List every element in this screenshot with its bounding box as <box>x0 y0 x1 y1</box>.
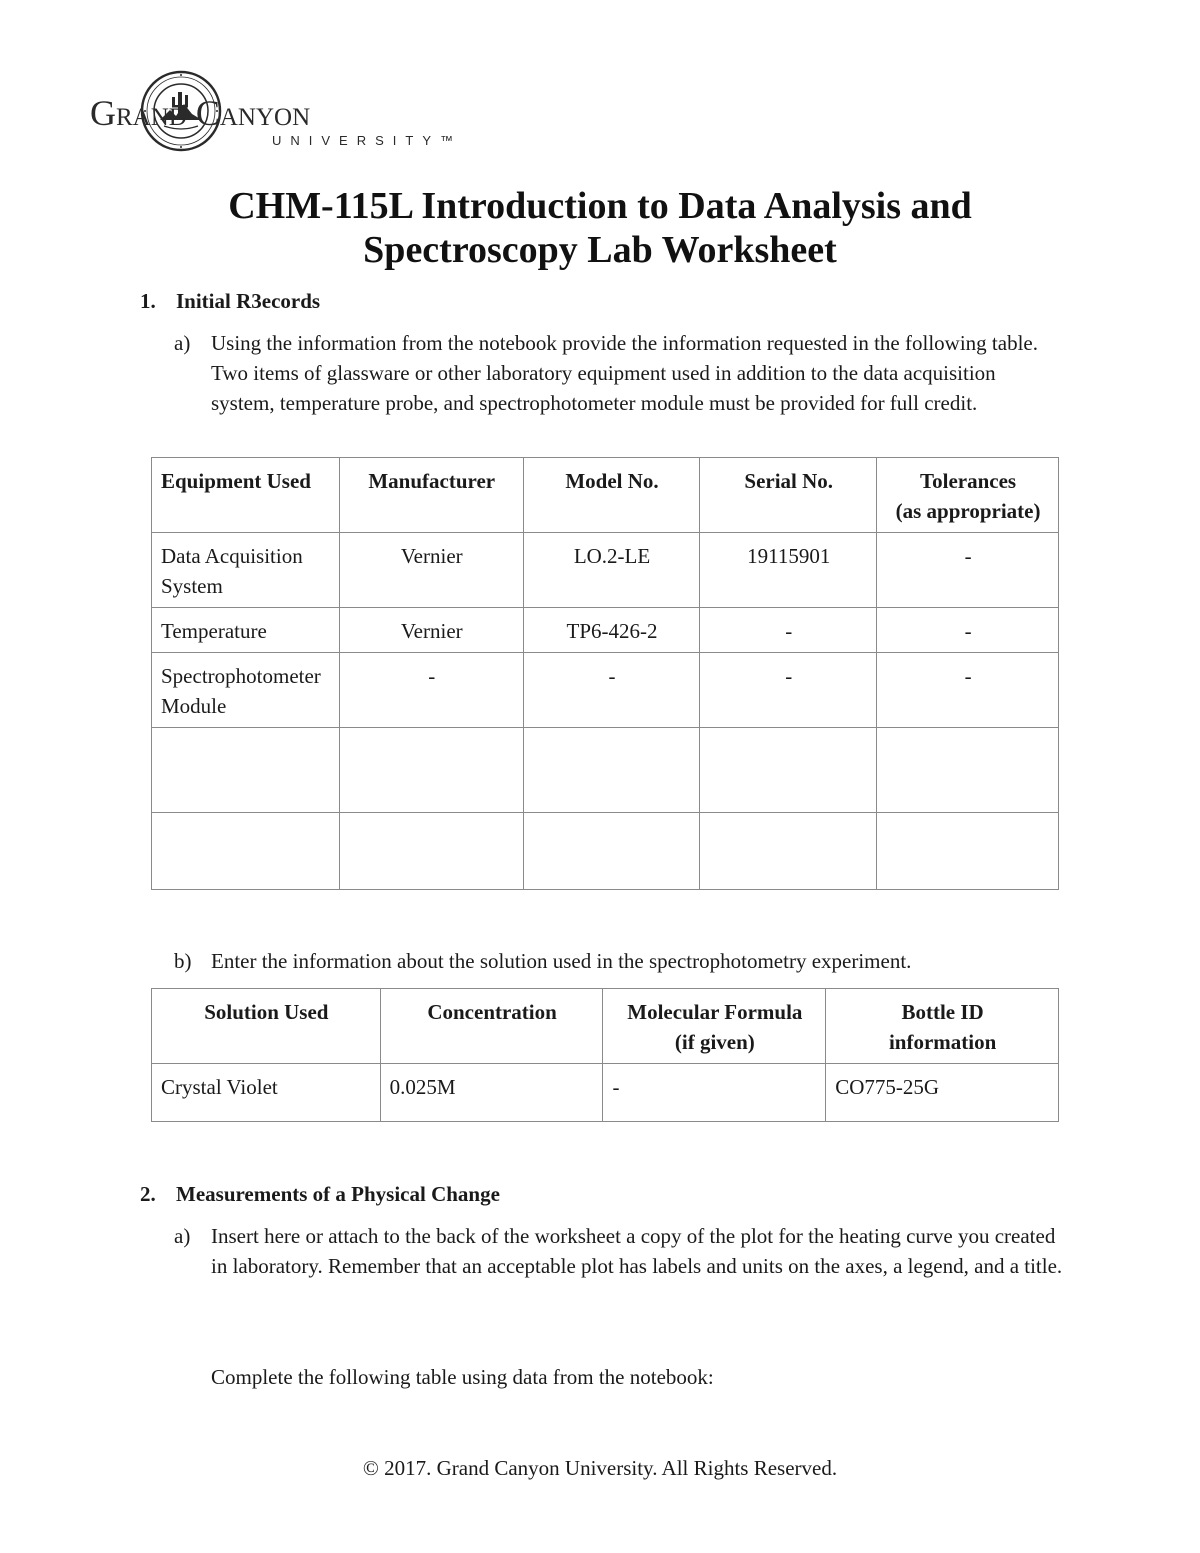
title-line-1: CHM-115L Introduction to Data Analysis and <box>228 185 972 227</box>
section-title: Initial R3ecords <box>176 289 321 313</box>
table-cell: - <box>877 608 1059 653</box>
header-serial: Serial No. <box>700 458 877 533</box>
header-bottle-line2: information <box>888 1030 997 1054</box>
header-solution: Solution Used <box>152 989 381 1064</box>
page-title <box>100 184 1100 272</box>
header-bottle-line1: Bottle ID <box>901 1000 984 1024</box>
section-1b-paragraph <box>174 946 1064 976</box>
table-cell: Spectrophotometer Module <box>152 653 340 728</box>
item-marker: a) <box>174 331 191 355</box>
header-tolerances <box>877 458 1059 533</box>
table-row-empty <box>152 728 1059 813</box>
header-concentration: Concentration <box>380 989 603 1064</box>
table-cell: Vernier <box>339 533 523 608</box>
instruction-text: Complete the following table using data from the notebook: <box>211 1365 714 1389</box>
header-tolerances-line2: (as appropriate) <box>895 499 1041 523</box>
table-cell: - <box>603 1064 826 1122</box>
table-cell: - <box>700 608 877 653</box>
table-cell-empty[interactable] <box>523 728 700 813</box>
table-cell-empty[interactable] <box>152 813 340 890</box>
header-formula <box>603 989 826 1064</box>
table-cell: - <box>523 653 700 728</box>
logo-subword: UNIVERSITY™ <box>272 133 463 148</box>
header-manufacturer: Manufacturer <box>339 458 523 533</box>
item-marker: a) <box>174 1224 191 1248</box>
table-cell: TP6-426-2 <box>523 608 700 653</box>
table-cell: Temperature <box>152 608 340 653</box>
table-cell: LO.2-LE <box>523 533 700 608</box>
table-cell: - <box>877 653 1059 728</box>
item-marker: b) <box>174 949 192 973</box>
table-cell: Data Acquisition System <box>152 533 340 608</box>
table-cell-empty[interactable] <box>523 813 700 890</box>
table-row <box>152 608 1059 653</box>
table-cell-empty[interactable] <box>339 813 523 890</box>
solution-table <box>151 988 1059 1122</box>
item-text: Enter the information about the solution used in the spectrophotometry experiment. <box>211 949 912 973</box>
section-1a-paragraph <box>174 328 1064 418</box>
table-cell-empty[interactable] <box>877 813 1059 890</box>
table-cell-empty[interactable] <box>152 728 340 813</box>
table-row <box>152 533 1059 608</box>
section-2-heading <box>140 1182 500 1207</box>
header-bottle-id <box>826 989 1059 1064</box>
item-text: Insert here or attach to the back of the worksheet a copy of the plot for the heating curve you created in laboratory. Remember that an acceptable plot has labels and units on the axes, a legend, and a title. <box>211 1224 1063 1278</box>
section-2-instruction <box>174 1362 1064 1392</box>
title-line-2: Spectroscopy Lab Worksheet <box>363 229 837 271</box>
table-cell-empty[interactable] <box>700 813 877 890</box>
table-cell: - <box>877 533 1059 608</box>
equipment-table <box>151 457 1059 890</box>
header-model: Model No. <box>523 458 700 533</box>
table-row <box>152 1064 1059 1122</box>
section-title: Measurements of a Physical Change <box>176 1182 500 1206</box>
section-2a-paragraph <box>174 1221 1064 1281</box>
item-text: Using the information from the notebook provide the information requested in the following table. Two items of glassware or other laboratory equipment used in addition to the data acquisition system, temperature probe, and spectrophotometer module must be provided for full credit. <box>211 331 1038 415</box>
section-1-heading <box>140 289 320 314</box>
section-number: 2. <box>140 1182 156 1206</box>
table-cell: - <box>339 653 523 728</box>
header-equipment: Equipment Used <box>152 458 340 533</box>
copyright-footer: © 2017. Grand Canyon University. All Rights Reserved. <box>362 1456 838 1480</box>
table-cell: 0.025M <box>380 1064 603 1122</box>
table-header-row <box>152 458 1059 533</box>
table-cell-empty[interactable] <box>339 728 523 813</box>
logo-wordmark: Grand Canyon <box>90 93 311 133</box>
table-row-empty <box>152 813 1059 890</box>
header-formula-line2: (if given) <box>674 1030 755 1054</box>
table-cell: Crystal Violet <box>152 1064 381 1122</box>
table-row <box>152 653 1059 728</box>
table-cell: - <box>700 653 877 728</box>
table-header-row <box>152 989 1059 1064</box>
header-tolerances-line1: Tolerances <box>920 469 1017 493</box>
table-cell: CO775-25G <box>826 1064 1059 1122</box>
table-cell: Vernier <box>339 608 523 653</box>
table-cell: 19115901 <box>700 533 877 608</box>
table-cell-empty[interactable] <box>877 728 1059 813</box>
header-formula-line1: Molecular Formula <box>627 1000 803 1024</box>
section-number: 1. <box>140 289 156 313</box>
table-cell-empty[interactable] <box>700 728 877 813</box>
